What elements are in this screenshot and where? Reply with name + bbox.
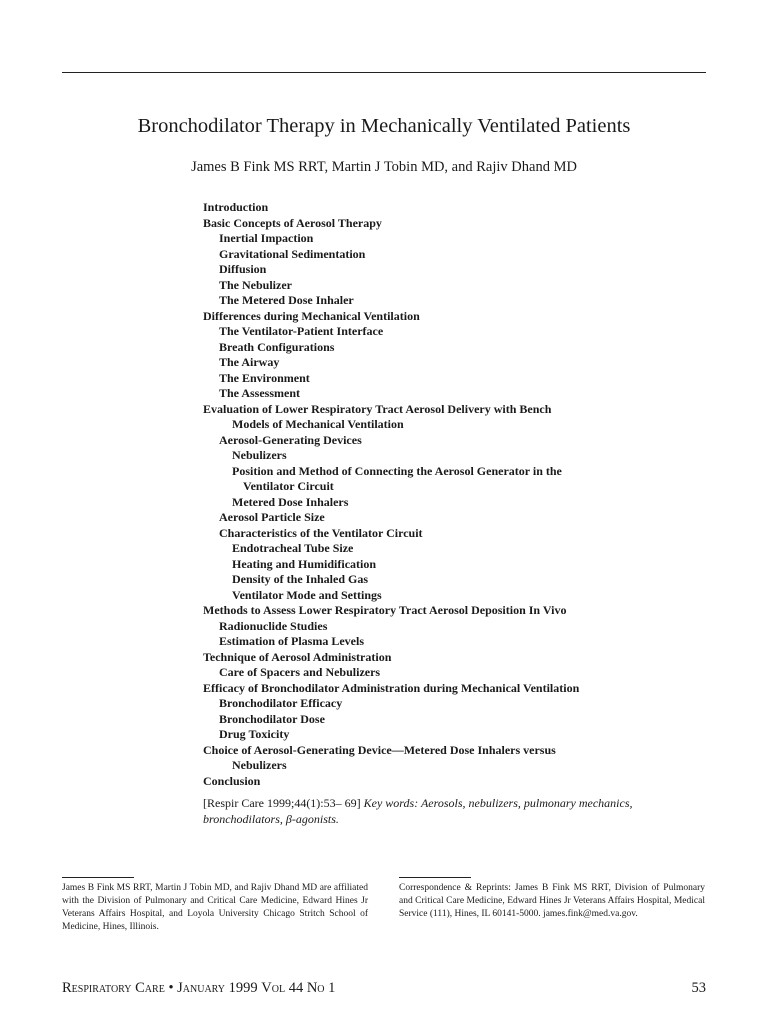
toc-entry: Methods to Assess Lower Respiratory Tract Aerosol Deposition In Vivo [203, 603, 567, 617]
toc-entry: The Environment [219, 370, 310, 385]
toc-entry: Aerosol-Generating Devices [219, 432, 362, 447]
toc-entry: Conclusion [203, 773, 261, 788]
toc-entry: The Ventilator-Patient Interface [219, 324, 384, 338]
toc-entry: Gravitational Sedimentation [219, 246, 366, 261]
toc-entry: Breath Configurations [219, 339, 335, 354]
toc-entry: Inertial Impaction [219, 231, 314, 245]
toc-entry: Ventilator Mode and Settings [232, 587, 382, 602]
toc-entry: The Airway [219, 355, 280, 369]
toc-entry: Choice of Aerosol-Generating Device—Metered Dose Inhalers versus [203, 742, 556, 757]
footnote-rule-left [62, 877, 134, 878]
journal-footer [62, 979, 335, 997]
toc-entry: Position and Method of Connecting the Aerosol Generator in the [232, 463, 562, 478]
toc-entry: The Nebulizer [219, 277, 292, 292]
article-authors: James B Fink MS RRT, Martin J Tobin MD, and Rajiv Dhand MD [191, 159, 577, 175]
top-rule [62, 72, 706, 73]
toc-entry: Bronchodilator Efficacy [219, 696, 343, 710]
toc-entry: Basic Concepts of Aerosol Therapy [203, 215, 382, 230]
toc-entry: The Metered Dose Inhaler [219, 293, 354, 307]
issue-volume: Vol 44 No 1 [261, 980, 336, 996]
toc-entry: Characteristics of the Ventilator Circuit [219, 525, 423, 540]
toc-entry: Ventilator Circuit [243, 479, 334, 493]
toc-entry: The Assessment [219, 386, 301, 400]
toc-entry: Introduction [203, 200, 269, 214]
footnote-rule-right [399, 877, 471, 878]
citation-keywords: Key words: Aerosols, nebulizers, pulmonary mechanics, bronchodilators, β-agonists. [203, 796, 633, 826]
issue-month: January [177, 980, 226, 996]
toc-entry: Nebulizers [232, 758, 287, 772]
toc-entry: Endotracheal Tube Size [232, 541, 354, 555]
toc-entry: Bronchodilator Dose [219, 711, 325, 726]
journal-name: Respiratory Care [62, 980, 165, 996]
toc-entry: Care of Spacers and Nebulizers [219, 665, 381, 679]
toc-entry: Evaluation of Lower Respiratory Tract Aerosol Delivery with Bench [203, 401, 552, 416]
table-of-contents [203, 200, 663, 789]
citation-reference: [Respir Care 1999;44(1):53– 69] [203, 796, 361, 810]
toc-entry: Heating and Humidification [232, 556, 377, 571]
footnote-affiliation: James B Fink MS RRT, Martin J Tobin MD, and Rajiv Dhand MD are affiliated with the Division of Pulmonary and Critical Care Medicine, Edward Hines Jr Veterans Affairs Hospital, and Loyola University Chicago Stritch School of Medicine, Hines, Illinois. [62, 883, 368, 932]
toc-entry: Nebulizers [232, 448, 287, 462]
article-title: Bronchodilator Therapy in Mechanically Ventilated Patients [137, 115, 631, 137]
toc-entry: Efficacy of Bronchodilator Administration during Mechanical Ventilation [203, 680, 580, 695]
footnote-correspondence: Correspondence & Reprints: James B Fink MS RRT, Division of Pulmonary and Critical Care Medicine, Edward Hines Jr Veterans Affairs Hospital, Medical Service (111), Hines, IL 60141-5000. james.fink@med.va.gov. [399, 883, 705, 919]
citation-block [203, 796, 643, 827]
toc-entry: Density of the Inhaled Gas [232, 572, 369, 586]
page-number: 53 [691, 980, 706, 996]
toc-entry: Aerosol Particle Size [219, 510, 325, 524]
toc-entry: Drug Toxicity [219, 727, 290, 741]
toc-entry: Models of Mechanical Ventilation [232, 417, 404, 431]
toc-entry: Estimation of Plasma Levels [219, 634, 364, 648]
toc-entry: Metered Dose Inhalers [232, 494, 349, 509]
toc-entry: Differences during Mechanical Ventilation [203, 308, 420, 323]
toc-entry: Radionuclide Studies [219, 618, 328, 633]
footer-bullet: • [168, 980, 174, 996]
issue-year: 1999 [228, 980, 258, 996]
toc-entry: Diffusion [219, 262, 267, 276]
toc-entry: Technique of Aerosol Administration [203, 649, 392, 664]
